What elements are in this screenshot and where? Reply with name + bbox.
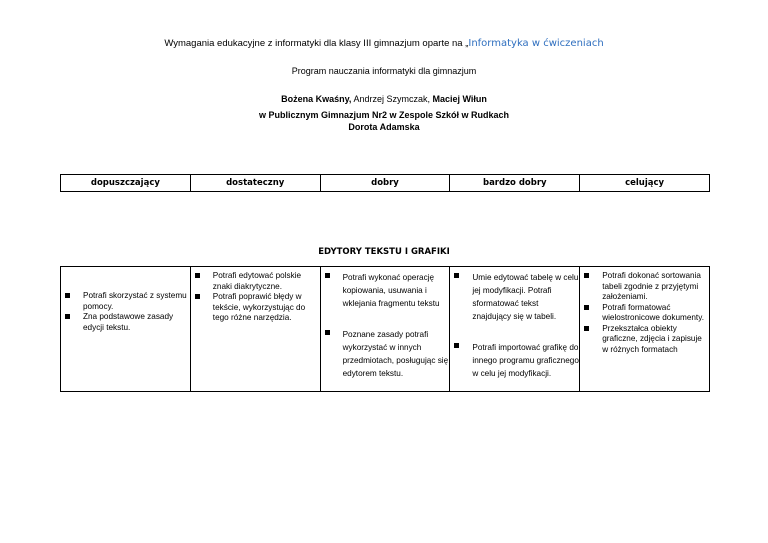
- bullet-icon: [195, 294, 200, 299]
- requirements-cell-3: [320, 267, 450, 392]
- author-2: Andrzej Szymczak,: [351, 94, 433, 104]
- list-item: Poznane zasady potrafi wykorzystać w innych przedmiotach, posługując się edytorem tekstu.: [321, 328, 450, 380]
- list-item: Potrafi skorzystać z systemu pomocy.: [61, 291, 190, 312]
- requirements-list-5: [580, 271, 709, 355]
- author-1: Bożena Kwaśny,: [281, 94, 352, 104]
- list-item: Potrafi dokonać sortowania tabeli zgodnie z przyjętymi założeniami.: [580, 271, 709, 303]
- bullet-icon: [584, 273, 589, 278]
- list-item: Potrafi poprawić błędy w tekście, wykorzystując do tego różne narzędzia.: [191, 292, 320, 324]
- bullet-icon: [454, 273, 459, 278]
- school-line: w Publicznym Gimnazjum Nr2 w Zespole Szkół w Rudkach: [258, 110, 510, 120]
- textbook-title: Informatyka w ćwiczeniach: [468, 38, 604, 49]
- bullet-icon: [195, 273, 200, 278]
- author-3: Maciej Wiłun: [432, 94, 487, 104]
- grade-header-5: celujący: [580, 175, 710, 192]
- requirements-table: [60, 266, 710, 392]
- requirements-list-3: [321, 271, 450, 380]
- bullet-icon: [454, 343, 459, 348]
- bullet-icon: [65, 293, 70, 298]
- section-title: EDYTORY TEKSTU I GRAFIKI: [318, 247, 450, 257]
- list-item: Potrafi formatować wielostronicowe dokumenty.: [580, 303, 709, 324]
- document-title: [0, 38, 768, 49]
- authors-line: [0, 94, 768, 104]
- list-item: Potrafi wykonać operację kopiowania, usuwania i wklejania fragmentu tekstu: [321, 271, 450, 310]
- list-item: Umie edytować tabelę w celu jej modyfikacji. Potrafi sformatować tekst znajdujący się w tabeli.: [450, 271, 579, 323]
- list-item: Potrafi edytować polskie znaki diakrytyczne.: [191, 271, 320, 292]
- grade-header-3: dobry: [320, 175, 450, 192]
- requirements-list-1: [61, 291, 190, 333]
- requirements-cell-4: [450, 267, 580, 392]
- bullet-icon: [584, 326, 589, 331]
- requirements-cell-1: [61, 267, 191, 392]
- requirements-list-4: [450, 271, 579, 380]
- list-item: Przekształca obiekty graficzne, zdjęcia i zapisuje w różnych formatach: [580, 324, 709, 356]
- requirements-list-2: [191, 271, 320, 324]
- curriculum-line: Program nauczania informatyki dla gimnazjum: [291, 66, 477, 76]
- grade-header-1: dopuszczający: [61, 175, 191, 192]
- bullet-icon: [325, 273, 330, 278]
- requirements-cell-5: [580, 267, 710, 392]
- bullet-icon: [325, 330, 330, 335]
- teacher-line: Dorota Adamska: [348, 122, 420, 132]
- grade-header-4: bardzo dobry: [450, 175, 580, 192]
- requirements-cell-2: [190, 267, 320, 392]
- list-item: Potrafi importować grafikę do innego programu graficznego w celu jej modyfikacji.: [450, 341, 579, 380]
- bullet-icon: [65, 314, 70, 319]
- list-item: Zna podstawowe zasady edycji tekstu.: [61, 312, 190, 333]
- title-prefix: Wymagania edukacyjne z informatyki dla klasy III gimnazjum oparte na „: [164, 38, 469, 49]
- bullet-icon: [584, 305, 589, 310]
- grade-header-2: dostateczny: [190, 175, 320, 192]
- grades-header-table: [60, 174, 710, 192]
